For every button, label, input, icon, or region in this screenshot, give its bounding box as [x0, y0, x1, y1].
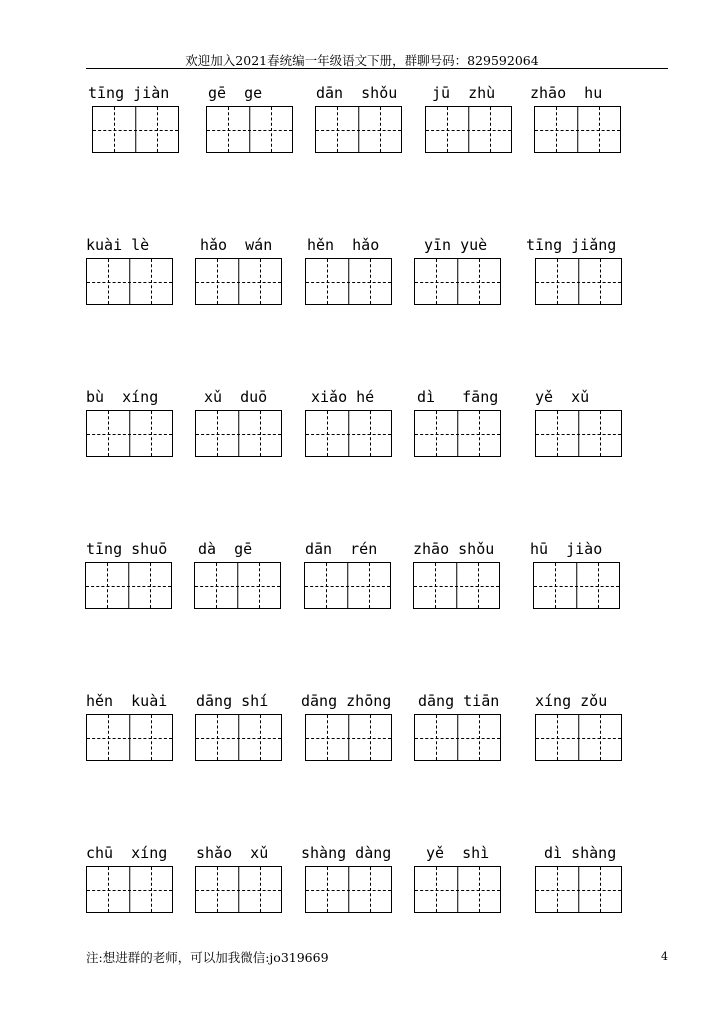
pinyin-label: dān shǒu: [316, 84, 398, 102]
grid-guide-line: [87, 738, 172, 739]
grid-guide-line: [536, 434, 621, 435]
writing-grid: [305, 258, 392, 305]
grid-guide-line: [93, 130, 178, 131]
pinyin-label: kuài lè: [86, 236, 150, 254]
writing-grid: [413, 562, 500, 609]
page-number: 4: [661, 950, 668, 963]
grid-guide-line: [196, 434, 281, 435]
grid-guide-line: [87, 890, 172, 891]
pinyin-label: shàng dàng: [301, 844, 392, 862]
pinyin-label: jū zhù: [432, 84, 496, 102]
writing-grid: [305, 714, 392, 761]
writing-grid: [425, 106, 512, 153]
writing-grid: [305, 866, 392, 913]
grid-guide-line: [415, 434, 500, 435]
writing-grid: [414, 866, 501, 913]
grid-guide-line: [306, 282, 391, 283]
grid-guide-line: [306, 738, 391, 739]
writing-grid: [414, 714, 501, 761]
writing-grid: [195, 714, 282, 761]
grid-guide-line: [87, 282, 172, 283]
writing-grid: [86, 410, 173, 457]
pinyin-label: dì shàng: [544, 844, 617, 862]
pinyin-label: yīn yuè: [424, 236, 488, 254]
writing-grid: [86, 714, 173, 761]
grid-guide-line: [305, 586, 390, 587]
writing-grid: [534, 106, 621, 153]
grid-guide-line: [415, 282, 500, 283]
pinyin-label: hěn hǎo: [307, 236, 380, 254]
pinyin-label: hěn kuài: [86, 692, 168, 710]
footer-note: 注:想进群的老师，可以加我微信:jo319669: [86, 950, 329, 965]
pinyin-label: dà gē: [198, 540, 253, 558]
pinyin-label: hū jiào: [530, 540, 603, 558]
grid-guide-line: [306, 890, 391, 891]
pinyin-label: hǎo wán: [200, 236, 273, 254]
pinyin-label: tīng jiǎng: [526, 236, 617, 254]
grid-guide-line: [196, 282, 281, 283]
grid-guide-line: [535, 130, 620, 131]
grid-guide-line: [196, 890, 281, 891]
writing-grid: [535, 410, 622, 457]
pinyin-label: zhāo hu: [530, 84, 603, 102]
writing-grid: [533, 562, 620, 609]
writing-grid: [414, 410, 501, 457]
pinyin-label: dāng shí: [196, 692, 269, 710]
grid-guide-line: [306, 434, 391, 435]
grid-guide-line: [415, 738, 500, 739]
writing-grid: [194, 562, 281, 609]
writing-grid: [86, 258, 173, 305]
pinyin-label: chū xíng: [86, 844, 168, 862]
pinyin-label: yě xǔ: [535, 388, 590, 406]
pinyin-label: dì fāng: [417, 388, 499, 406]
writing-grid: [85, 562, 172, 609]
pinyin-label: bù xíng: [86, 388, 159, 406]
grid-guide-line: [414, 586, 499, 587]
header-divider: [86, 68, 668, 69]
grid-guide-line: [316, 130, 401, 131]
grid-guide-line: [196, 738, 281, 739]
writing-grid: [414, 258, 501, 305]
writing-grid: [304, 562, 391, 609]
grid-guide-line: [86, 586, 171, 587]
pinyin-label: dāng tiān: [418, 692, 500, 710]
writing-grid: [86, 866, 173, 913]
writing-grid: [206, 106, 293, 153]
pinyin-label: xiǎo hé: [311, 388, 375, 406]
pinyin-label: yě shì: [426, 844, 490, 862]
writing-grid: [535, 258, 622, 305]
pinyin-label: dāng zhōng: [301, 692, 392, 710]
grid-guide-line: [207, 130, 292, 131]
writing-grid: [195, 410, 282, 457]
pinyin-label: gē ge: [208, 84, 263, 102]
grid-guide-line: [534, 586, 619, 587]
pinyin-label: zhāo shǒu: [413, 540, 495, 558]
writing-grid: [195, 866, 282, 913]
grid-guide-line: [195, 586, 280, 587]
writing-grid: [535, 714, 622, 761]
grid-guide-line: [536, 738, 621, 739]
grid-guide-line: [87, 434, 172, 435]
writing-grid: [305, 410, 392, 457]
pinyin-label: dān rén: [305, 540, 378, 558]
writing-grid: [92, 106, 179, 153]
writing-grid: [535, 866, 622, 913]
pinyin-label: shǎo xǔ: [196, 844, 269, 862]
grid-guide-line: [536, 282, 621, 283]
pinyin-label: tīng jiàn: [88, 84, 170, 102]
grid-guide-line: [415, 890, 500, 891]
writing-grid: [195, 258, 282, 305]
pinyin-label: tīng shuō: [86, 540, 168, 558]
pinyin-label: xíng zǒu: [535, 692, 608, 710]
grid-guide-line: [536, 890, 621, 891]
pinyin-label: xǔ duō: [204, 388, 268, 406]
grid-guide-line: [426, 130, 511, 131]
writing-grid: [315, 106, 402, 153]
header-title: 欢迎加入2021春统编一年级语文下册，群聊号码：829592064: [185, 53, 539, 68]
